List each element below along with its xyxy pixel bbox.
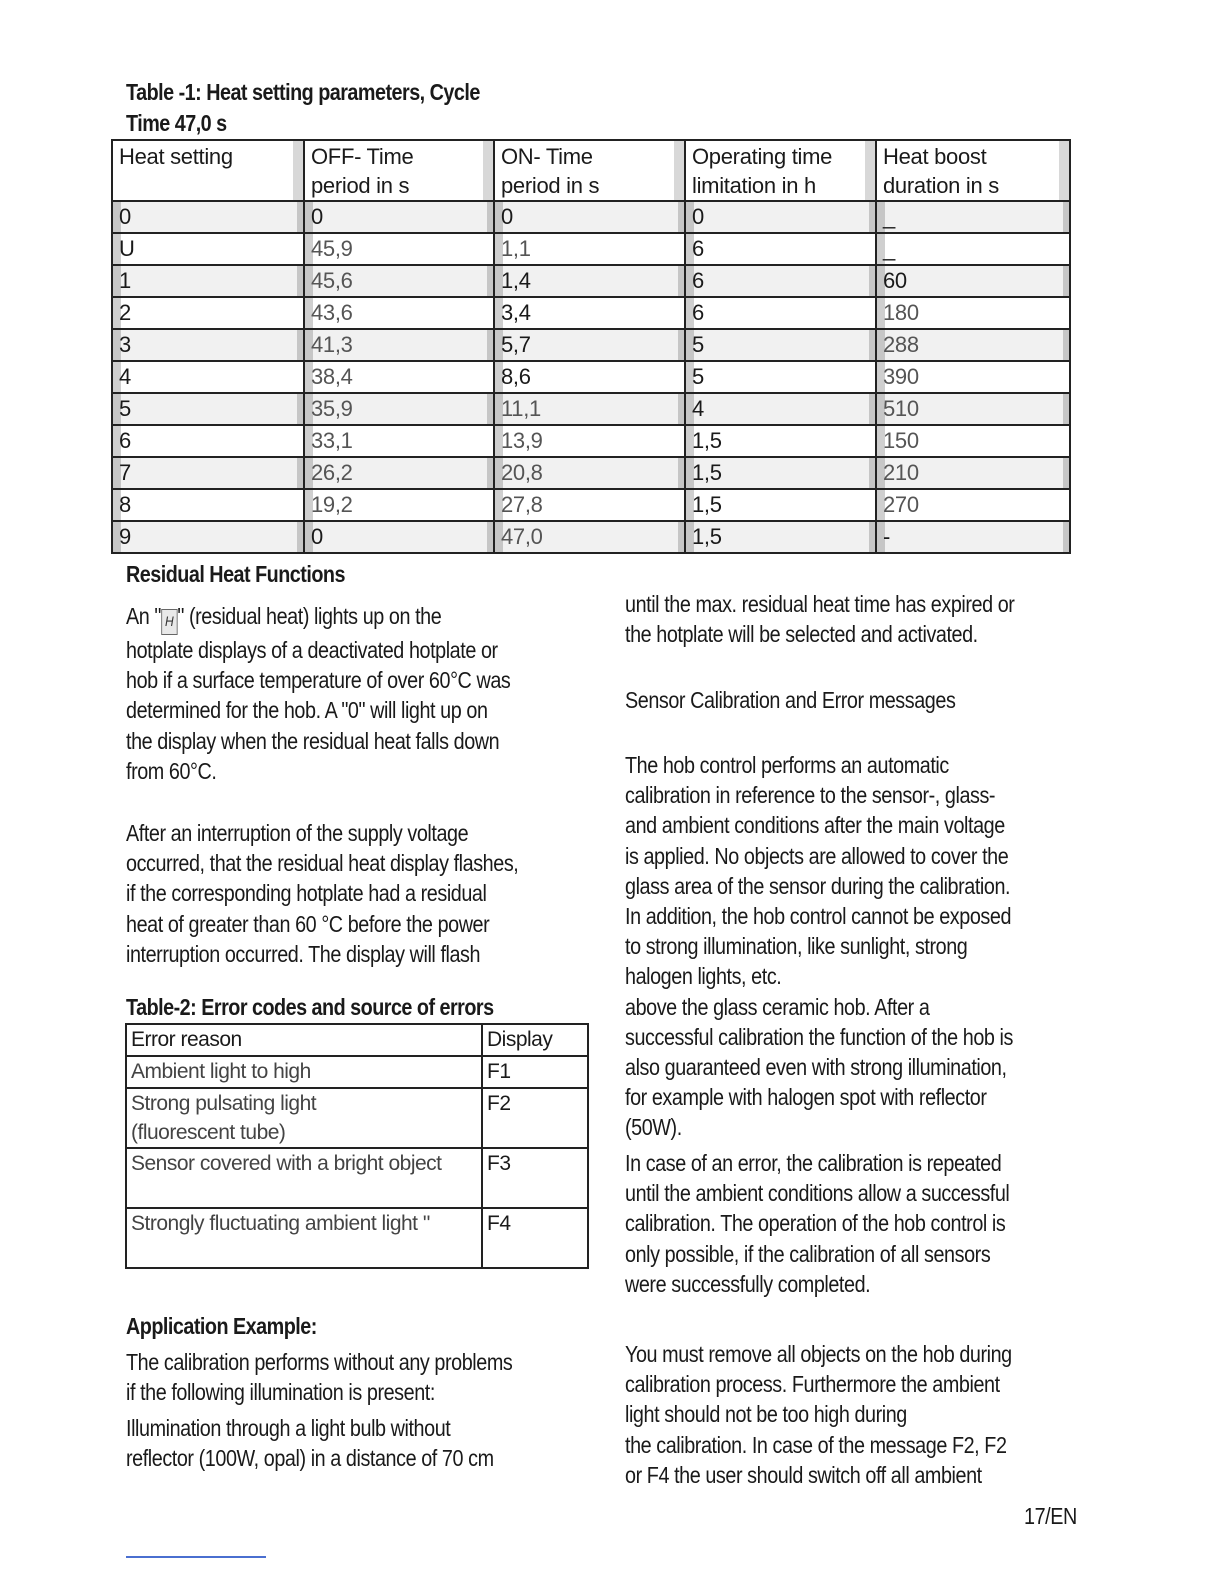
application-paragraph-1: The calibration performs without any problems if the following illumination is present: xyxy=(126,1349,513,1406)
table-cell: 5 xyxy=(685,329,876,361)
residual-heat-display-icon: H xyxy=(161,609,177,635)
table-cell: 150 xyxy=(876,425,1070,457)
table-row: Strongly fluctuating ambient light " F4 xyxy=(126,1208,588,1268)
table-row xyxy=(112,393,1070,425)
error-codes-table xyxy=(125,1023,589,1269)
table-cell: 13,9 xyxy=(494,425,685,457)
table-cell: 27,8 xyxy=(494,489,685,521)
table-cell: 0 xyxy=(685,201,876,233)
table-cell: 8 xyxy=(112,489,304,521)
residual-heat-heading: Residual Heat Functions xyxy=(126,561,345,587)
table-row: Sensor covered with a bright object F3 xyxy=(126,1148,588,1208)
table1-title-line2: Time 47,0 s xyxy=(126,110,227,136)
table1-title-line1: Table -1: Heat setting parameters, Cycle xyxy=(126,79,480,105)
table-cell: 19,2 xyxy=(304,489,494,521)
table-row xyxy=(112,457,1070,489)
table-cell: 3,4 xyxy=(494,297,685,329)
table-cell: 5,7 xyxy=(494,329,685,361)
table-cell: 33,1 xyxy=(304,425,494,457)
table-cell: 4 xyxy=(112,361,304,393)
header-on-time: ON- Time period in s xyxy=(494,140,685,201)
table-cell: 35,9 xyxy=(304,393,494,425)
table-cell: 390 xyxy=(876,361,1070,393)
header-display: Display xyxy=(482,1024,588,1056)
table-cell: 1,5 xyxy=(685,521,876,553)
footer-rule xyxy=(126,1556,266,1558)
table-row xyxy=(112,297,1070,329)
table-cell: 270 xyxy=(876,489,1070,521)
table-row xyxy=(112,425,1070,457)
sensor-calibration-heading: Sensor Calibration and Error messages xyxy=(625,687,956,713)
table-cell: 1 xyxy=(112,265,304,297)
table-cell: 41,3 xyxy=(304,329,494,361)
table-cell: 5 xyxy=(685,361,876,393)
header-off-time: OFF- Time period in s xyxy=(304,140,494,201)
table-cell: 7 xyxy=(112,457,304,489)
page-number: 17/EN xyxy=(1024,1503,1077,1529)
table-row xyxy=(112,265,1070,297)
right-paragraph-2: The hob control performs an automatic calibration in reference to the sensor-, glass- and ambient conditions after the main voltage is applied. No objects are allowed to cover the glass area of the sensor during the calibration. In addition, the hob control cannot be exposed to strong illumination, like sunlight, strong halogen lights, etc. above the glass ceramic hob. After a successful calibration the function of the hob is also guaranteed even with strong illumination, for example with halogen spot with reflector (50W). xyxy=(625,752,1013,1141)
table-cell: F3 xyxy=(482,1148,588,1208)
table-header-row xyxy=(126,1024,588,1056)
table-row xyxy=(112,521,1070,553)
residual-heat-line-1: An " H " (residual heat) lights up on the xyxy=(126,601,510,635)
table-cell: 0 xyxy=(494,201,685,233)
table-cell: 0 xyxy=(304,521,494,553)
table-header-row xyxy=(112,140,1070,201)
table2-title: Table-2: Error codes and source of errors xyxy=(126,994,494,1020)
table-cell: 3 xyxy=(112,329,304,361)
table-cell: 0 xyxy=(112,201,304,233)
table-row xyxy=(112,361,1070,393)
table-cell: 45,9 xyxy=(304,233,494,265)
table-cell: 0 xyxy=(304,201,494,233)
header-operating-time: Operating time limitation in h xyxy=(685,140,876,201)
application-paragraph-2: Illumination through a light bulb without reflector (100W, opal) in a distance of 70 cm xyxy=(126,1415,494,1472)
application-example-heading: Application Example: xyxy=(126,1313,317,1339)
table-row xyxy=(112,489,1070,521)
table-cell: 4 xyxy=(685,393,876,425)
table-cell: 210 xyxy=(876,457,1070,489)
table-row: Ambient light to high F1 xyxy=(126,1056,588,1088)
table-cell: 1,5 xyxy=(685,489,876,521)
table-row xyxy=(112,201,1070,233)
table-cell: - xyxy=(876,521,1070,553)
right-paragraph-1: until the max. residual heat time has expired or the hotplate will be selected and activated. xyxy=(625,591,1015,648)
table-cell: 45,6 xyxy=(304,265,494,297)
table-cell: 288 xyxy=(876,329,1070,361)
table-cell: 510 xyxy=(876,393,1070,425)
table-cell: 43,6 xyxy=(304,297,494,329)
table-cell: 47,0 xyxy=(494,521,685,553)
table-cell: 8,6 xyxy=(494,361,685,393)
table-cell: 1,1 xyxy=(494,233,685,265)
table-row xyxy=(112,329,1070,361)
table-cell: 6 xyxy=(685,297,876,329)
table-cell: 6 xyxy=(685,233,876,265)
interruption-paragraph: After an interruption of the supply voltage occurred, that the residual heat display flashes, if the corresponding hotplate had a residual heat of greater than 60 °C before the power interruption occurred. The display will flash xyxy=(126,820,519,967)
table-cell: 38,4 xyxy=(304,361,494,393)
table1-title xyxy=(126,77,480,139)
table-cell: 26,2 xyxy=(304,457,494,489)
table-cell: 6 xyxy=(685,265,876,297)
table-cell: 11,1 xyxy=(494,393,685,425)
table-cell: 9 xyxy=(112,521,304,553)
table-cell: _ xyxy=(876,201,1070,233)
table-cell: 1,5 xyxy=(685,457,876,489)
table-cell: 6 xyxy=(112,425,304,457)
table-row: Strong pulsating light (fluorescent tube) F2 xyxy=(126,1088,588,1148)
table-cell: 2 xyxy=(112,297,304,329)
residual-heat-paragraph: An " H " (residual heat) lights up on the hotplate displays of a deactivated hotplate or hob if a surface temperature of over 60°C was determined for the hob. A "0" will light up on the display when the residual heat falls down from 60°C. xyxy=(126,603,511,784)
heat-setting-table xyxy=(111,139,1071,554)
table-row xyxy=(112,233,1070,265)
table-cell: U xyxy=(112,233,304,265)
table-cell: F4 xyxy=(482,1208,588,1268)
table-cell: 20,8 xyxy=(494,457,685,489)
table-cell: 60 xyxy=(876,265,1070,297)
table-cell: 5 xyxy=(112,393,304,425)
table-cell: 1,5 xyxy=(685,425,876,457)
table-cell: F1 xyxy=(482,1056,588,1088)
header-heat-setting: Heat setting xyxy=(112,140,304,201)
header-heat-boost: Heat boost duration in s xyxy=(876,140,1070,201)
table-cell: 180 xyxy=(876,297,1070,329)
table-cell: F2 xyxy=(482,1088,588,1148)
right-paragraph-4: You must remove all objects on the hob during calibration process. Furthermore the ambient light should not be too high during the calibration. In case of the message F2, F2 or F4 the user should switch off all ambient xyxy=(625,1341,1012,1488)
right-paragraph-3: In case of an error, the calibration is repeated until the ambient conditions allow a successful calibration. The operation of the hob control is only possible, if the calibration of all sensors were successfully completed. xyxy=(625,1150,1010,1297)
table-cell: 1,4 xyxy=(494,265,685,297)
table-cell: _ xyxy=(876,233,1070,265)
header-error-reason: Error reason xyxy=(126,1024,482,1056)
